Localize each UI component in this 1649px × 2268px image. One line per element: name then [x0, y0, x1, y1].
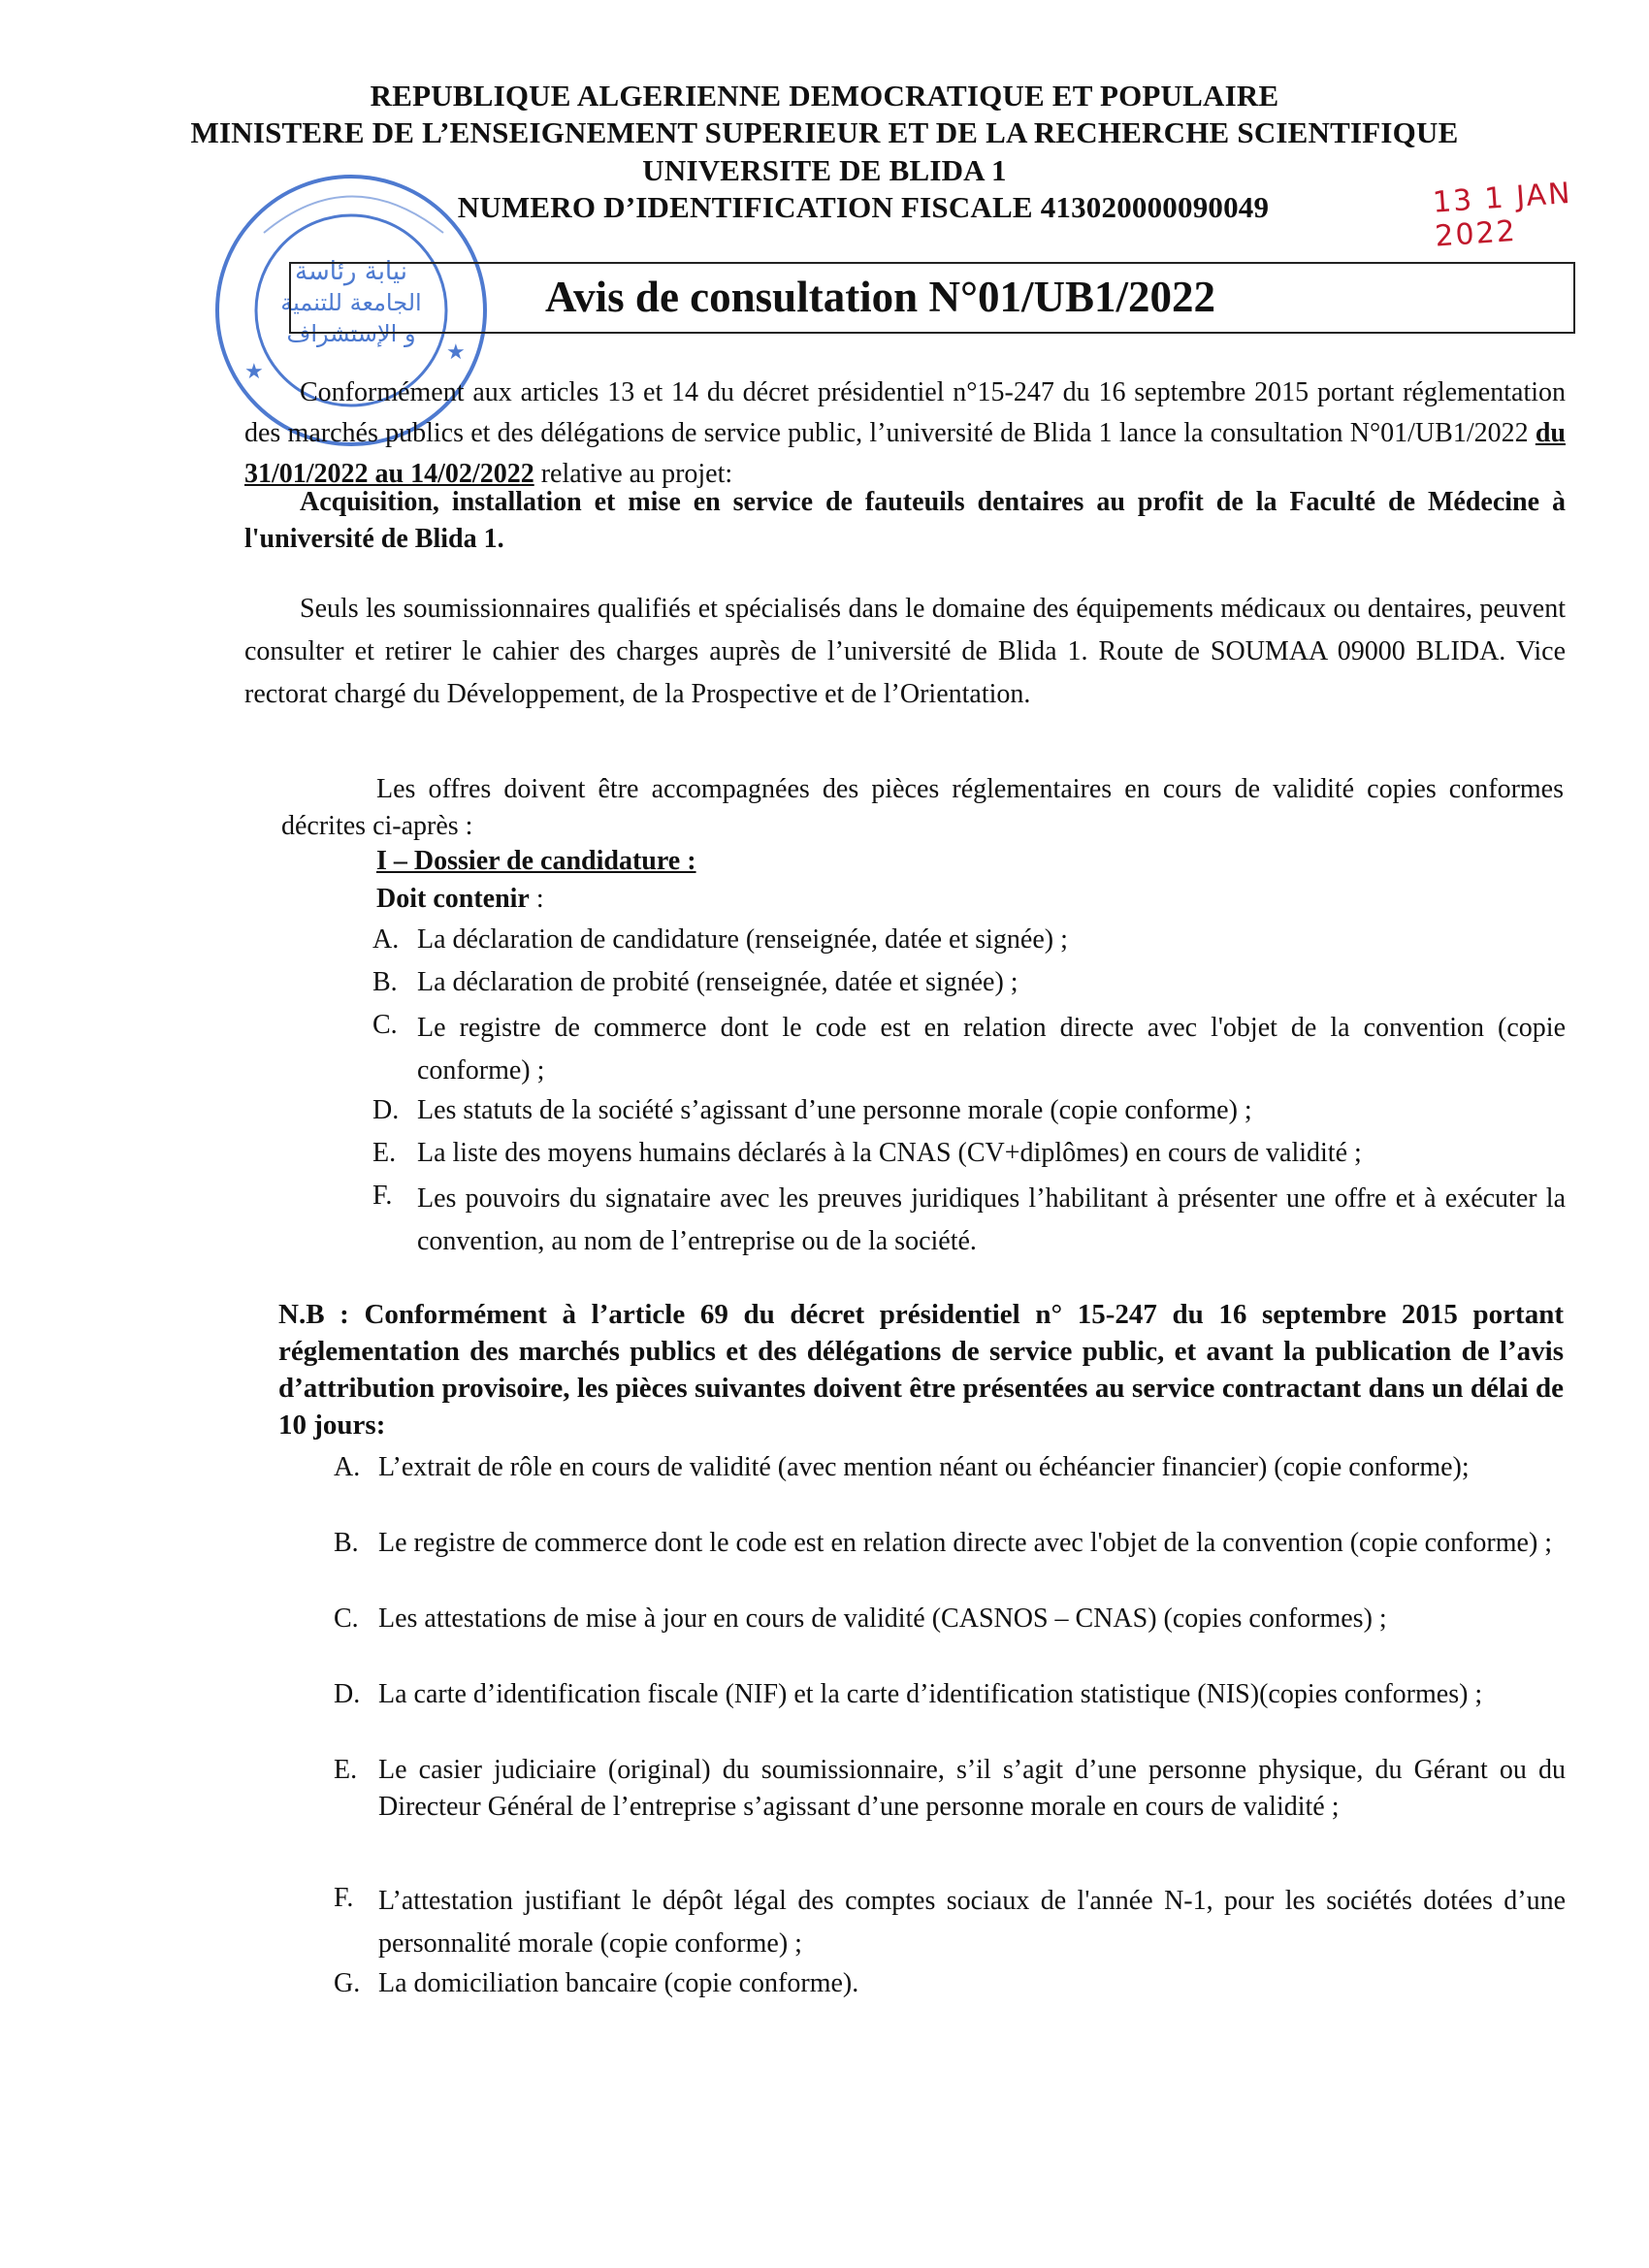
list-letter: D. [372, 1095, 400, 1125]
list-item [334, 1525, 1566, 1603]
list-item [334, 1880, 1566, 1961]
offers-paragraph: Les offres doivent être accompagnées des pièces réglementaires en cours de validité copies conformes décrites ci-après : [281, 774, 1564, 841]
list-text: Le casier judiciaire (original) du soumissionnaire, s’il s’agit d’une personne physique, du Gérant ou du Directeur Général de l’entreprise s’agissant d’une personne morale en cours de validité ; [378, 1755, 1566, 1822]
title-box [289, 262, 1575, 334]
doit-contenir-colon: : [529, 884, 544, 914]
list-text: La déclaration de candidature (renseignée, datée et signée) ; [417, 924, 1068, 955]
list-letter: C. [372, 1010, 398, 1040]
header-ministry: MINISTERE DE L’ENSEIGNEMENT SUPERIEUR ET DE LA RECHERCHE SCIENTIFIQUE [190, 115, 1459, 149]
list-item [372, 1007, 1566, 1088]
list-item [334, 1676, 1566, 1754]
nb-paragraph: N.B : Conformément à l’article 69 du décret présidentiel n° 15-247 du 16 septembre 2015 portant réglementation des marchés publics et des délégations de service public, et avant la publication de l’avis d’attribution provisoire, les pièces suivantes doivent être présentées au service contractant dans un délai de 10 jours: [278, 1299, 1564, 1441]
list-letter: A. [334, 1452, 361, 1482]
svg-text:★: ★ [446, 340, 466, 364]
list-text: L’extrait de rôle en cours de validité (avec mention néant ou échéancier financier) (copie conforme); [378, 1452, 1470, 1482]
list-text: La liste des moyens humains déclarés à la CNAS (CV+diplômes) en cours de validité ; [417, 1138, 1362, 1168]
list-letter: F. [334, 1883, 354, 1913]
intro-paragraph [244, 373, 1566, 495]
list-text: La domiciliation bancaire (copie conforme). [378, 1968, 859, 1998]
list-item [334, 1752, 1566, 1872]
list-letter: A. [372, 924, 400, 955]
list-letter: G. [334, 1968, 361, 1998]
list-text: Le registre de commerce dont le code est en relation directe avec l'objet de la convention (copie conforme) ; [417, 1013, 1566, 1085]
project-title: Acquisition, installation et mise en service de fauteuils dentaires au profit de la Faculté de Médecine à l'université de Blida 1. [244, 487, 1566, 554]
date-stamp: 13 1 JAN 2022 [1431, 176, 1573, 254]
list-letter: B. [334, 1528, 359, 1558]
svg-text:★: ★ [244, 359, 264, 383]
list-text: La carte d’identification fiscale (NIF) et la carte d’identification statistique (NIS)(copies conformes) ; [378, 1679, 1483, 1709]
list-item [334, 1601, 1566, 1678]
list-text: Les attestations de mise à jour en cours de validité (CASNOS – CNAS) (copies conformes) ; [378, 1604, 1387, 1634]
header-fiscal-id: NUMERO D’IDENTIFICATION FISCALE 413020000090049 [457, 190, 1270, 224]
consultation-period: du 31/01/2022 au 14/02/2022 [244, 418, 1566, 489]
list-item [372, 922, 1566, 960]
svg-text:نيابة رئاسة: نيابة رئاسة [295, 257, 407, 286]
qualification-paragraph: Seuls les soumissionnaires qualifiés et spécialisés dans le domaine des équipements médicaux ou dentaires, peuvent consulter et retirer le cahier des charges auprès de l’université de Blida 1. Route de SOUMAA 09000 BLIDA. Vice rectorat chargé du Développement, de la Prospective et de l’Orientation. [244, 594, 1566, 709]
list-letter: C. [334, 1604, 359, 1634]
doit-contenir-label: Doit contenir [376, 884, 530, 914]
list-text: Les pouvoirs du signataire avec les preuves juridiques l’habilitant à présenter une offre et à exécuter la convention, au nom de l’entreprise ou de la société. [417, 1183, 1566, 1256]
document-title: Avis de consultation N°01/UB1/2022 [545, 273, 1215, 321]
list-letter: E. [372, 1138, 397, 1168]
svg-text:الجامعة للتنمية: الجامعة للتنمية [280, 289, 422, 316]
list-item [334, 1965, 1566, 2004]
list-text: L’attestation justifiant le dépôt légal des comptes sociaux de l'année N-1, pour les sociétés dotées d’une personnalité morale (copie conforme) ; [378, 1886, 1566, 1959]
list-text: Le registre de commerce dont le code est en relation directe avec l'objet de la convention (copie conforme) ; [378, 1528, 1553, 1558]
list-letter: F. [372, 1181, 393, 1211]
section-dossier-heading: I – Dossier de candidature : [376, 846, 696, 876]
list-item [372, 1135, 1566, 1174]
header-republic: REPUBLIQUE ALGERIENNE DEMOCRATIQUE ET POPULAIRE [370, 79, 1279, 113]
list-item [372, 1178, 1566, 1259]
list-text: Les statuts de la société s’agissant d’une personne morale (copie conforme) ; [417, 1095, 1252, 1125]
list-letter: D. [334, 1679, 361, 1709]
list-item [372, 964, 1566, 1003]
svg-text:و الإستشراف: و الإستشراف [286, 320, 416, 347]
list-letter: E. [334, 1755, 358, 1785]
header-university: UNIVERSITE DE BLIDA 1 [642, 153, 1007, 187]
list-text: La déclaration de probité (renseignée, datée et signée) ; [417, 967, 1018, 997]
list-item [334, 1449, 1566, 1527]
list-item [372, 1092, 1566, 1131]
section-dossier-subheading [376, 884, 544, 915]
intro-text-after: relative au projet: [534, 459, 733, 489]
list-letter: B. [372, 967, 398, 997]
intro-text-before: Conformément aux articles 13 et 14 du décret présidentiel n°15-247 du 16 septembre 2015 portant réglementation des marchés publics et des délégations de service public, l’université de Blida 1 lance la consultation N°01/UB1/2022 [244, 377, 1566, 448]
